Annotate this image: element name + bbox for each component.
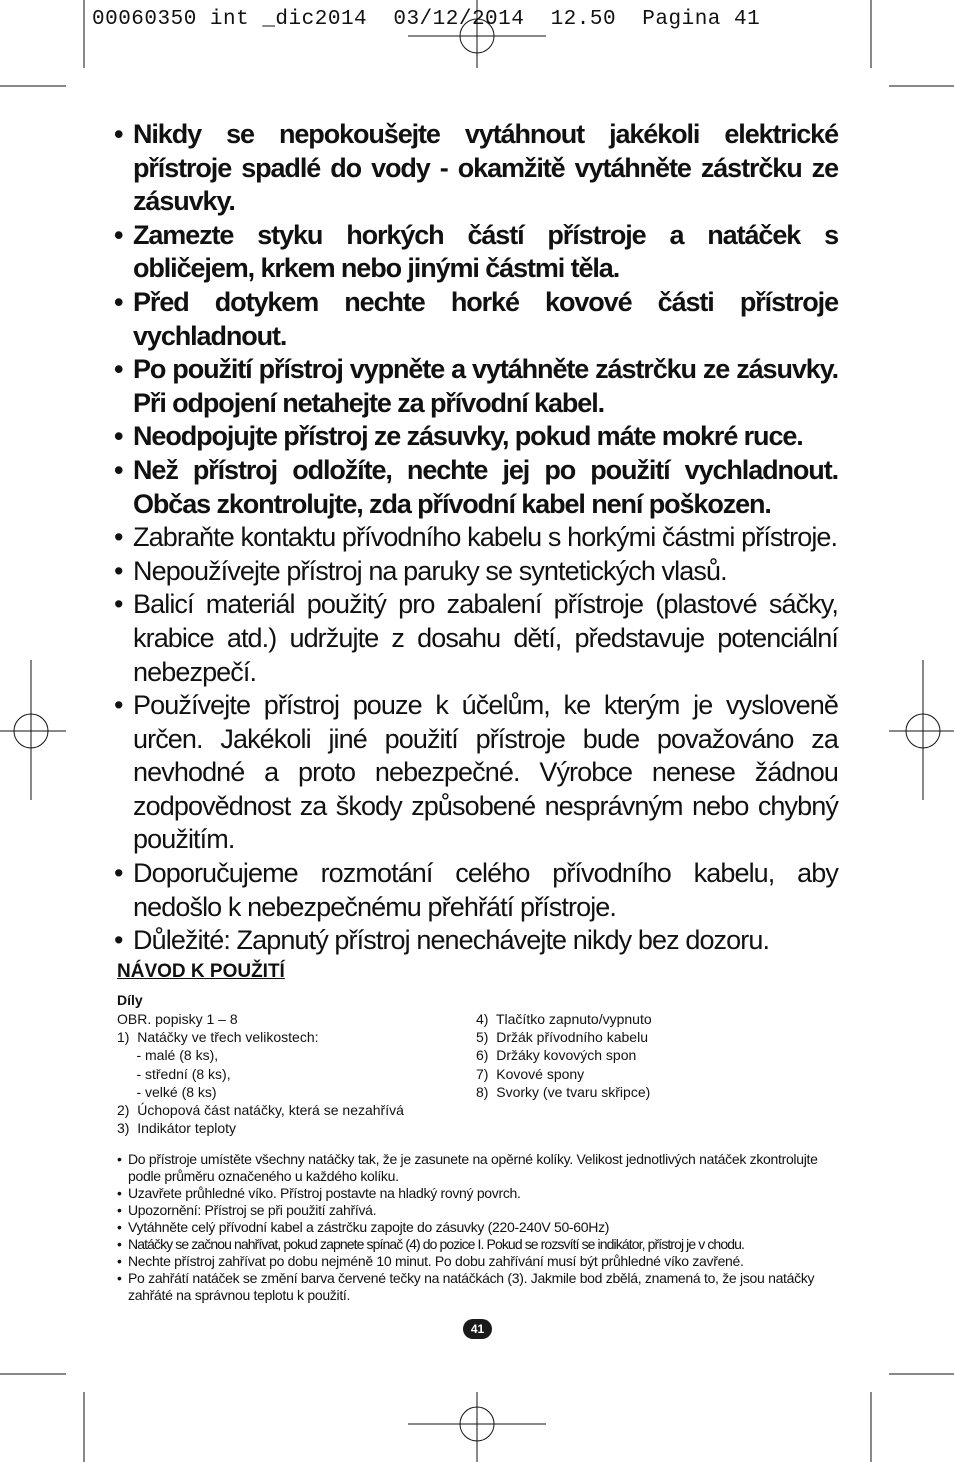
warning-text: Zabraňte kontaktu přívodního kabelu s horkými částmi přístroje. xyxy=(133,522,838,553)
bullet-glyph: • xyxy=(117,1151,122,1167)
bullet-glyph: • xyxy=(114,690,123,721)
warning-item xyxy=(114,420,838,454)
warning-text: Než přístroj odložíte, nechte jej po použití vychladnout. Občas zkontrolujte, zda přívodní kabel není poškozen. xyxy=(133,454,838,519)
bullet-glyph: • xyxy=(117,1236,122,1252)
usage-step-text: Vytáhněte celý přívodní kabel a zástrčku zapojte do zásuvky (220-240V 50-60Hz) xyxy=(128,1219,610,1235)
bullet-glyph: • xyxy=(114,454,123,485)
part-line: 4) Tlačítko zapnuto/vypnuto xyxy=(476,1011,652,1027)
page-number-badge: 41 xyxy=(463,1319,492,1339)
part-line: - střední (8 ks), xyxy=(117,1065,231,1082)
warning-text: Důležité: Zapnutý přístroj nenechávejte nikdy bez dozoru. xyxy=(133,925,770,956)
warning-item xyxy=(114,219,838,286)
bullet-glyph: • xyxy=(114,421,123,452)
bullet-glyph: • xyxy=(117,1270,122,1286)
parts-list-right xyxy=(476,1010,836,1101)
warning-item xyxy=(114,857,838,924)
usage-step-text: Nechte přístroj zahřívat po dobu nejméně 10 minut. Po dobu zahřívání musí být průhledné víko zavřené. xyxy=(128,1253,744,1269)
usage-step-text: Natáčky se začnou nahřívat, pokud zapnete spínač (4) do pozice I. Pokud se rozsvítí se indikátor, přístroj je v chodu. xyxy=(128,1236,744,1252)
usage-step xyxy=(117,1219,839,1236)
part-line: 6) Držáky kovových spon xyxy=(476,1047,637,1064)
bullet-glyph: • xyxy=(117,1202,122,1218)
parts-heading: Díly xyxy=(117,992,143,1008)
usage-step xyxy=(117,1151,839,1185)
part-line: OBR. popisky 1 – 8 xyxy=(117,1011,238,1027)
part-line: 3) Indikátor teploty xyxy=(117,1120,237,1137)
bullet-glyph: • xyxy=(117,1219,122,1235)
bullet-glyph: • xyxy=(114,286,123,317)
bullet-glyph: • xyxy=(114,555,123,586)
bullet-glyph: • xyxy=(114,354,123,385)
usage-step xyxy=(117,1270,839,1304)
part-line: - malé (8 ks), xyxy=(117,1047,219,1064)
bullet-glyph: • xyxy=(114,219,123,250)
bullet-glyph: • xyxy=(114,589,123,620)
warning-text: Neodpojujte přístroj ze zásuvky, pokud máte mokré ruce. xyxy=(133,421,803,452)
warning-text: Zamezte styku horkých částí přístroje a natáček s obličejem, krkem nebo jinými částmi těla. xyxy=(133,219,838,284)
warning-text: Používejte přístroj pouze k účelům, ke kterým je vysloveně určen. Jakékoli jiné použití přístroje bude považováno za nevhodné a proto nebezpečné. Výrobce nenese žádnou zodpovědnost za škody způsobené nesprávným nebo chybný použitím. xyxy=(133,690,838,855)
bullet-glyph: • xyxy=(114,925,123,956)
warning-item xyxy=(114,118,838,219)
usage-step xyxy=(117,1253,839,1270)
warning-item xyxy=(114,286,838,353)
warning-text: Před dotykem nechte horké kovové části přístroje vychladnout. xyxy=(133,286,838,351)
warning-text: Po použití přístroj vypněte a vytáhněte zástrčku ze zásuvky. Při odpojení netahejte za přívodní kabel. xyxy=(133,354,838,418)
usage-steps-list xyxy=(117,1151,839,1304)
part-line: 8) Svorky (ve tvaru skřipce) xyxy=(476,1083,651,1100)
warning-item xyxy=(114,521,838,555)
usage-step xyxy=(117,1236,839,1253)
usage-step-text: Po zahřátí natáček se změní barva červené tečky na natáčkách (3). Jakmile bod zbělá, znamená to, že jsou natáčky zahřáté na správnou teplotu k použití. xyxy=(128,1270,815,1303)
warning-item xyxy=(114,588,838,689)
bullet-glyph: • xyxy=(114,119,123,149)
bullet-glyph: • xyxy=(114,522,123,553)
bullet-glyph: • xyxy=(117,1253,122,1269)
warning-text: Nikdy se nepokoušejte vytáhnout jakékoli elektrické přístroje spadlé do vody - okamžitě vytáhněte zástrčku ze zásuvky. xyxy=(133,119,838,217)
print-slug-header: 00060350 int _dic2014 03/12/2014 12.50 Pagina 41 xyxy=(92,8,761,31)
safety-warnings-list xyxy=(114,118,838,958)
warning-item xyxy=(114,689,838,857)
part-line: 7) Kovové spony xyxy=(476,1065,585,1082)
warning-item xyxy=(114,454,838,521)
warning-item xyxy=(114,555,838,589)
warning-item xyxy=(114,353,838,420)
warning-text: Nepoužívejte přístroj na paruky se syntetických vlasů. xyxy=(133,555,727,586)
bullet-glyph: • xyxy=(117,1185,122,1201)
part-line: 5) Držák přívodního kabelu xyxy=(476,1029,648,1046)
bullet-glyph: • xyxy=(114,858,123,889)
section-title: NÁVOD K POUŽITÍ xyxy=(117,961,285,982)
part-line: - velké (8 ks) xyxy=(117,1083,217,1100)
warning-item xyxy=(114,924,838,958)
usage-step-text: Do přístroje umístěte všechny natáčky tak, že je zasunete na opěrné kolíky. Velikost jednotlivých natáček zkontrolujte podle průměru označeného u každého kolíku. xyxy=(128,1151,818,1184)
usage-step-text: Upozornění: Přístroj se při použití zahřívá. xyxy=(128,1202,377,1218)
usage-step xyxy=(117,1185,839,1202)
parts-list-left xyxy=(117,1010,477,1137)
part-line: 1) Natáčky ve třech velikostech: xyxy=(117,1029,319,1046)
usage-step-text: Uzavřete průhledné víko. Přístroj postavte na hladký rovný povrch. xyxy=(128,1185,521,1201)
usage-step xyxy=(117,1202,839,1219)
part-line: 2) Úchopová část natáčky, která se nezahřívá xyxy=(117,1102,404,1119)
warning-text: Balicí materiál použitý pro zabalení přístroje (plastové sáčky, krabice atd.) udržujte z dosahu dětí, představuje potenciální nebezpečí. xyxy=(133,589,838,687)
warning-text: Doporučujeme rozmotání celého přívodního kabelu, aby nedošlo k nebezpečnému přehřátí přístroje. xyxy=(133,858,838,922)
